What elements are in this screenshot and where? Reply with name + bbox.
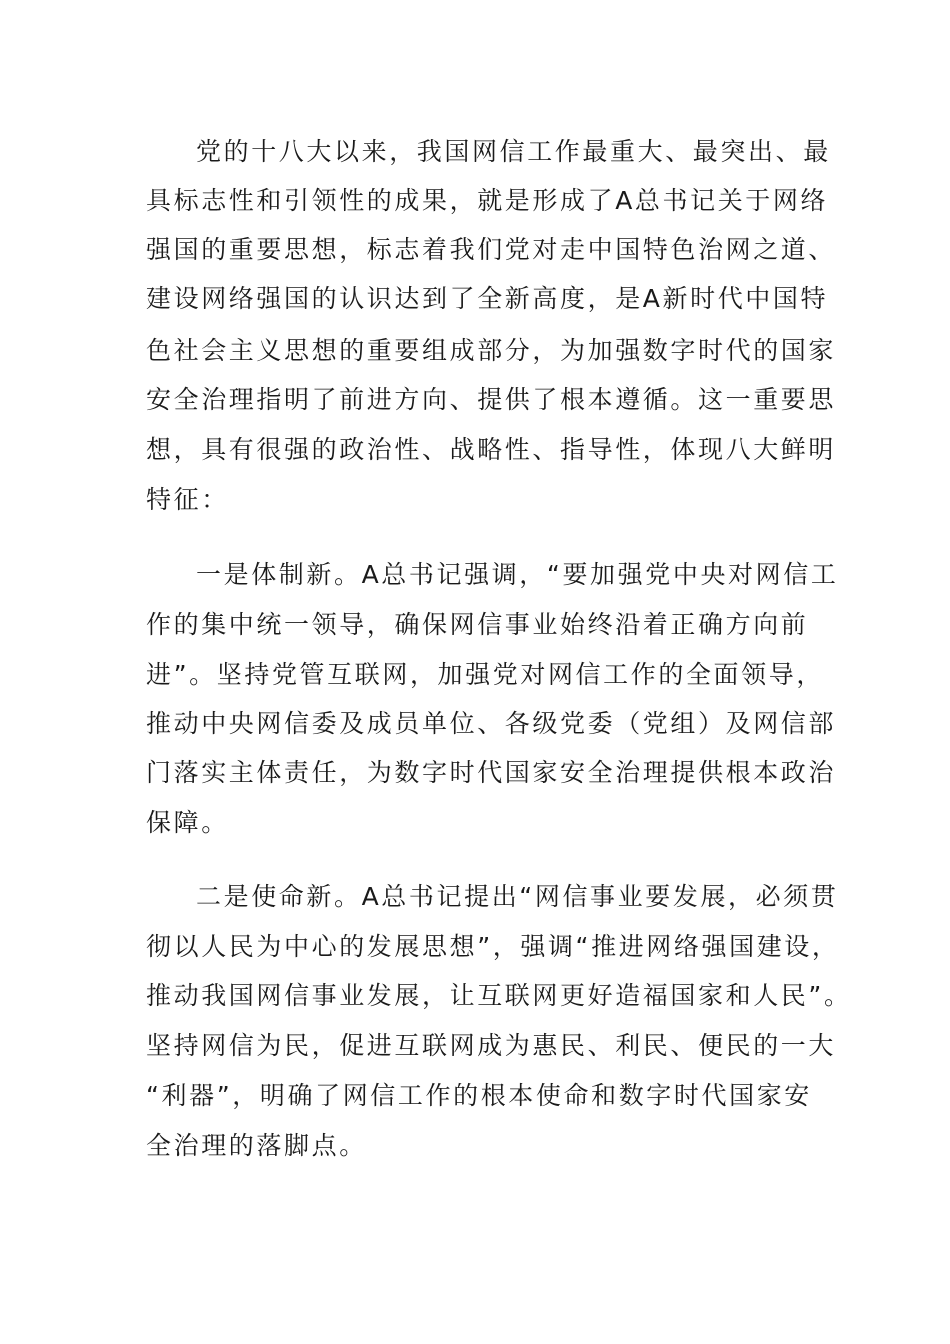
paragraph-3-line-2: 彻以人民为中心的发展思想”，强调“推进网络强国建设， — [146, 932, 840, 961]
paragraph-2-line-5: 门落实主体责任，为数字时代国家安全治理提供根本政治 — [146, 758, 837, 787]
paragraph-3-line-6: 全治理的落脚点。 — [146, 1131, 367, 1160]
paragraph-3-line-4: 坚持网信为民，促进互联网成为惠民、利民、便民的一大 — [146, 1031, 837, 1060]
paragraph-2-line-1: 一是体制新。A总书记强调，“要加强党中央对网信工 — [196, 560, 839, 589]
paragraph-1-line-3: 强国的重要思想，标志着我们党对走中国特色治网之道、 — [146, 235, 837, 264]
paragraph-1-line-7: 想，具有很强的政治性、战略性、指导性，体现八大鲜明 — [146, 435, 837, 464]
paragraph-1-line-2: 具标志性和引领性的成果，就是形成了A总书记关于网络 — [146, 186, 829, 215]
paragraph-3-line-5: “利器”，明确了网信工作的根本使命和数字时代国家安 — [146, 1081, 812, 1110]
paragraph-3-line-1: 二是使命新。A总书记提出“网信事业要发展，必须贯 — [196, 882, 839, 911]
paragraph-1-line-5: 色社会主义思想的重要组成部分，为加强数字时代的国家 — [146, 336, 837, 365]
paragraph-1-line-4: 建设网络强国的认识达到了全新高度，是A新时代中国特 — [146, 284, 829, 313]
paragraph-1-line-8: 特征： — [146, 485, 229, 514]
paragraph-2-line-2: 作的集中统一领导，确保网信事业始终沿着正确方向前 — [146, 610, 809, 639]
paragraph-2-line-4: 推动中央网信委及成员单位、各级党委（党组）及网信部 — [146, 709, 837, 738]
paragraph-1-line-6: 安全治理指明了前进方向、提供了根本遵循。这一重要思 — [146, 385, 837, 414]
paragraph-1-line-1: 党的十八大以来，我国网信工作最重大、最突出、最 — [196, 137, 831, 166]
paragraph-2-line-3: 进”。坚持党管互联网，加强党对网信工作的全面领导， — [146, 660, 824, 689]
paragraph-3-line-3: 推动我国网信事业发展，让互联网更好造福国家和人民”。 — [146, 981, 852, 1010]
paragraph-2-line-6: 保障。 — [146, 808, 229, 837]
